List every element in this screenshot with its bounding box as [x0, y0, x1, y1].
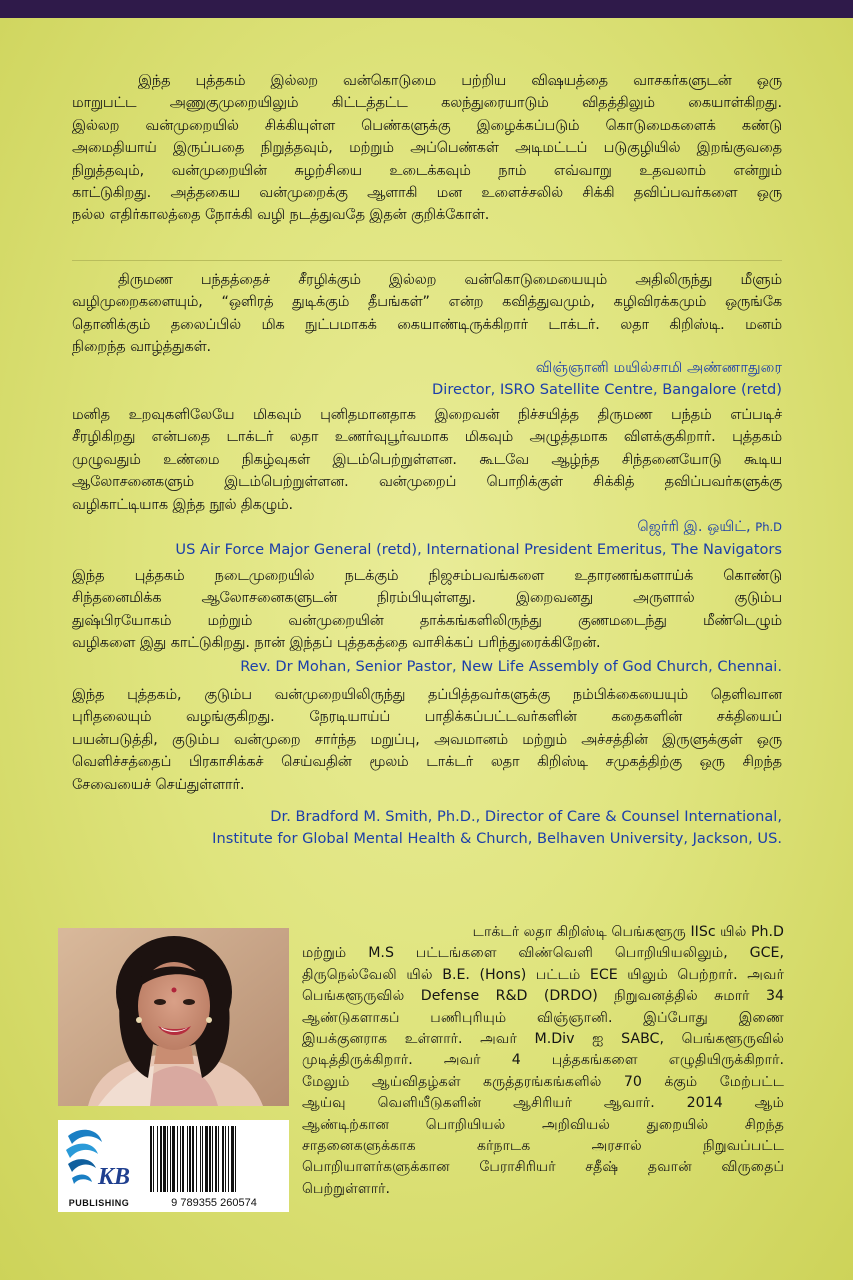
review-4-author-line-2: Institute for Global Mental Health & Church, Belhaven University, Jackson, US. [212, 830, 782, 847]
review-line: புரிதலையும் வழங்குகிறது. நேரடியாய்ப் பாதிக்கப்பட்டவர்களின் கதைகளின் சக்தியைப் [72, 709, 782, 726]
review-line: வழிகளை இது காட்டுகிறது. நான் இந்தப் புத்தகத்தை வாசிக்கப் பரிந்துரைக்கிறேன். [72, 635, 601, 652]
review-line: வழிகாட்டியாக இந்த நூல் திகழும். [72, 496, 294, 513]
review-line: மனித உறவுகளிலேயே மிகவும் புனிதமானதாக இறைவன் நிச்சயித்த திருமண பந்தம் எப்படிச் [72, 407, 782, 423]
review-line: இந்த புத்தகம், குடும்ப வன்முறையிலிருந்து தப்பித்தவர்களுக்கு நம்பிக்கையையும் தெளிவான [72, 687, 782, 703]
review-line: சேவையைச் செய்துள்ளார். [72, 776, 245, 793]
bio-line: இயக்குனராக உள்ளார். அவர் M.Div ஐ SABC, பெங்களூருவில் [302, 1031, 784, 1048]
review-2-author-degree: Ph.D [755, 520, 782, 534]
section-divider [72, 260, 782, 261]
intro-line: காட்டுகிறது. அத்தகைய வன்முறைக்கு ஆளாகி மன உளைச்சலில் சிக்கி தவிப்பவர்களை ஒரு [72, 185, 782, 202]
barcode-bar [200, 1126, 201, 1192]
review-line: திருமண பந்தத்தைச் சீரழிக்கும் இல்லற வன்கொடுமையையும் அதிலிருந்து மீளும் [118, 272, 782, 288]
intro-line: மாறுபட்ட அணுகுமுறையிலும் கிட்டத்தட்ட கலந்துரையாடும் விதத்திலும் கையாள்கிறது. [72, 95, 782, 112]
review-line: இந்த புத்தகம் நடைமுறையில் நடக்கும் நிஜசம்பவங்களை உதாரணங்களாய்க் கொண்டு [72, 568, 782, 584]
barcode-bar [163, 1126, 166, 1192]
barcode-bar [205, 1126, 208, 1192]
author-bio [302, 922, 784, 1200]
review-line: தொனிக்கும் தலைப்பில் மிக நுட்பமாகக் கையாண்டிருக்கிறார் டாக்டர். லதா கிறிஸ்டி. மனம் [72, 316, 782, 333]
barcode-bar [212, 1126, 213, 1192]
top-band [0, 0, 853, 18]
intro-line: அமைதியாய் இருப்பதை நிறுத்தவும், மற்றும் அப்பெண்கள் அடிமட்டப் படுகுழியில் இறங்குவதை [72, 140, 782, 157]
review-2-author-name: ஜெர்ரி இ. ஒயிட், [637, 518, 751, 535]
bio-line: பெற்றுள்ளார். [302, 1180, 391, 1197]
barcode-bar [177, 1126, 178, 1192]
review-line: முழுவதும் உண்மை நிகழ்வுகள் இடம்பெற்றுள்ளன. கூடவே ஆழ்ந்த சிந்தனையோடு கூடிய [72, 451, 782, 468]
review-1-author-title: Director, ISRO Satellite Centre, Bangalore (retd) [432, 381, 782, 398]
review-line: துஷ்பிரயோகம் மற்றும் வன்முறையின் தாக்கங்களிலிருந்து குணமடைந்து மீண்டெழும் [72, 612, 782, 629]
isbn-number: 9 789355 260574 [171, 1197, 257, 1209]
review-line: சிந்தனைமிக்க ஆலோசனைகளுடன் நிரம்பியுள்ளது. இறைவனது அருளால் குடும்ப [72, 590, 782, 607]
barcode-bar [167, 1126, 168, 1192]
isbn-barcode [140, 1120, 289, 1212]
intro-line: நிறுத்தவும், வன்முறையின் சுழற்சியை உடைக்கவும் நாம் எவ்வாறு உதவலாம் என்றும் [72, 162, 782, 179]
publisher-name: PUBLISHING [68, 1198, 130, 1208]
author-photo [58, 928, 289, 1106]
barcode-bar [153, 1126, 154, 1192]
bio-line: ஆய்வு வெளியீடுகளின் ஆசிரியர் ஆவார். 2014 ஆம் [302, 1095, 784, 1112]
bio-line: பெங்களூருவில் Defense R&D (DRDO) நிறுவனத்தில் சுமார் 34 [302, 988, 784, 1005]
review-4-author-line-1: Dr. Bradford M. Smith, Ph.D., Director of Care & Counsel International, [270, 808, 782, 825]
review-paragraph-1 [72, 269, 782, 359]
review-paragraph-3 [72, 565, 782, 655]
barcode-bar [228, 1126, 229, 1192]
barcode-bar [180, 1126, 181, 1192]
barcode-bar [182, 1126, 184, 1192]
barcode-bar [215, 1126, 217, 1192]
review-2-author-title: US Air Force Major General (retd), International President Emeritus, The Navigators [175, 541, 782, 558]
review-line: வெளிச்சத்தைப் பிரகாசிக்கச் செய்வதின் மூலம் டாக்டர் லதா கிறிஸ்டி சமுகத்திற்கு ஒரு சிறந்த [72, 754, 782, 771]
bio-line: மற்றும் M.S பட்டங்களை விண்வெளி பொறியியலிலும், GCE, [302, 945, 784, 962]
barcode-bar [170, 1126, 171, 1192]
review-paragraph-4 [72, 684, 782, 796]
barcode-bar [189, 1126, 191, 1192]
bio-line: ஆண்டிற்கான பொறியியல் அறிவியல் துறையில் சிறந்த [302, 1116, 784, 1133]
bio-line: திருநெல்வேலி யில் B.E. (Hons) பட்டம் ECE யிலும் பெற்றார். அவர் [302, 966, 784, 983]
barcode-bar [157, 1126, 158, 1192]
review-3-author: Rev. Dr Mohan, Senior Pastor, New Life Assembly of God Church, Chennai. [240, 658, 782, 675]
barcode-bar [160, 1126, 162, 1192]
barcode-bar [172, 1126, 175, 1192]
review-line: வழிமுறைகளையும், “ஒளிரத் துடிக்கும் தீபங்கள்” என்ற கவித்துவமும், கழிவிரக்கமும் ஒருங்கே [72, 294, 782, 311]
barcode-bar [235, 1126, 236, 1192]
barcode-bar [196, 1126, 197, 1192]
intro-line: நல்ல எதிர்காலத்தை நோக்கி வழி நடத்துவதே இதன் குறிக்கோள். [72, 207, 490, 224]
barcode-bar [231, 1126, 234, 1192]
bio-line: மேலும் ஆய்விதழ்கள் கருத்தரங்கங்களில் 70 க்கும் மேற்பட்ட [302, 1073, 784, 1090]
bio-line: பொறியாளர்களுக்கான பேராசிரியர் சதீஷ் தவான் விருதைப் [302, 1159, 784, 1176]
barcode-bar [222, 1126, 224, 1192]
barcode-bar [187, 1126, 188, 1192]
review-paragraph-2 [72, 404, 782, 516]
intro-line: இந்த புத்தகம் இல்லற வன்கொடுமை பற்றிய விஷயத்தை வாசகர்களுடன் ஒரு [138, 73, 782, 89]
barcode-bar [202, 1126, 203, 1192]
logo-text: KB [98, 1164, 131, 1190]
review-line: சீரழிகிறது என்பதை டாக்டர் லதா உணர்வுபூர்வமாக மிகவும் அழுத்தமாக விளக்குகிறார். புத்தகம் [72, 429, 782, 446]
review-line: பயன்படுத்தி, குடும்ப வன்முறை சார்ந்த மறுப்பு, அவமானம் மற்றும் அச்சத்தின் இருளுக்குள் ஒரு [72, 731, 782, 748]
review-line: ஆலோசனைகளும் இடம்பெற்றுள்ளன. வன்முறைப் பொறிக்குள் சிக்கித் தவிப்பவர்களுக்கு [72, 474, 782, 491]
review-2-author [637, 516, 782, 538]
intro-paragraph [72, 70, 782, 227]
bio-line: சாதனைகளுக்காக கர்நாடக அரசால் நிறுவப்பட்ட [302, 1138, 784, 1155]
review-1-author: விஞ்ஞானி மயில்சாமி அண்ணாதுரை [535, 359, 782, 376]
publisher-logo [58, 1120, 140, 1212]
barcode-bar [218, 1126, 219, 1192]
barcode-bar [225, 1126, 226, 1192]
bio-line: முடித்திருக்கிறார். அவர் 4 புத்தகங்களை எழுதியிருக்கிறார். [302, 1052, 784, 1069]
barcode-bar [209, 1126, 211, 1192]
barcode-bar [192, 1126, 194, 1192]
review-line: நிறைந்த வாழ்த்துகள். [72, 339, 212, 356]
barcode-bar [150, 1126, 152, 1192]
bio-line: டாக்டர் லதா கிறிஸ்டி பெங்களூரு IISc யில் Ph.D [472, 924, 784, 940]
bio-line: ஆண்டுகளாகப் பணிபுரியும் விஞ்ஞானி. இப்போது இணை [302, 1009, 784, 1026]
intro-line: இல்லற வன்முறையில் சிக்கியுள்ள பெண்களுக்கு இழைக்கப்படும் கொடுமைகளைக் கண்டு [72, 117, 782, 134]
